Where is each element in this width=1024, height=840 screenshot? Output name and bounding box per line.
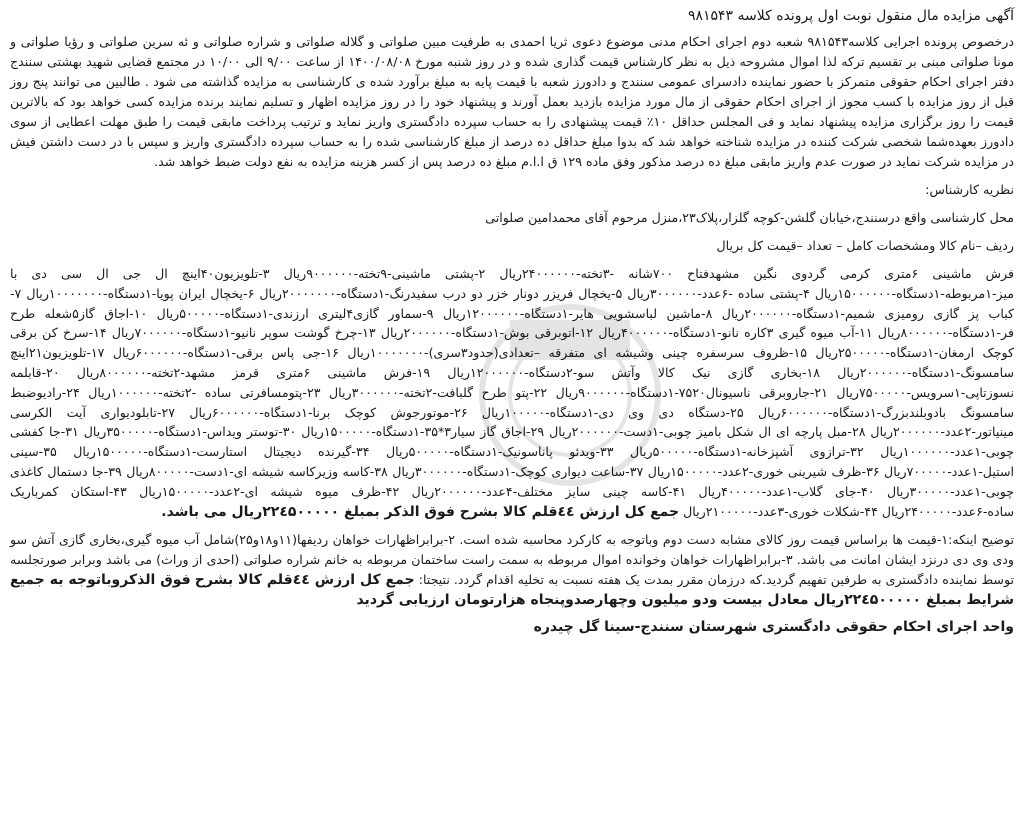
notes-total-2: فوق الذکروباتوجه به جمیع شرایط بمبلغ ۲۲٤۵۰۰۰۰۰ریال معادل بیست ودو میلیون وچهارصدوپنجاه هزارتومان ارزیابی گردید [10,572,1014,609]
notice-intro: درخصوص پرونده اجرایی کلاسه۹۸۱۵۴۳ شعبه دوم اجرای احکام مدنی موضوع دعوی ثریا احمدی به طرفیت مبین صلواتی و گلاله صلواتی و شراره صلواتی و ئه سرین صلواتی و رؤیا صلواتی و مونا صلواتی مبنی بر تقسیم ترکه لذا اموال مشروحه ذیل به نظر کارشناس قیمت گذاری شده و در روز شنبه مورخ ۱۴۰۰/۰۸/۰۸ از ساعت ۹/۰۰ الی ۱۰/۰۰ در مجتمع قضایی شهید بهشتی سنندج دفتر اجرای احکام حقوقی متمرکز با حضور نماینده دادسرای عمومی سنندج و دادورز شعبه با قیمت پایه به مبلغ برآورد شده ی کارشناسی به مزایده گذاشته می شود . طالبین می توانند پنج روز قبل از روز مزایده با کسب مجوز از اجرای احکام حقوقی از مال مورد مزایده بازدید بعمل آورند و پیشنهاد خود را در روز مزایده اظهار و تسلیم نمایند برنده مزایده کسی خواهد بود که بالاترین قیمت را روز برگزاری مزایده پیشنهاد نماید و فی المجلس حداقل ۱۰٪ قیمت پیشنهادی را به حساب سپرده دادگستری واریز نماید و ترتیب پرداخت مابقی قیمت را طبق مهلت اعطایی از سوی دادورز بعهده‌شما شخصی شرکت کننده در مزایده شناخته خواهد شد که بدوا مبلغ حداقل ده درصد از مبلغ کارشناسی شده را به حساب سپرده دادگستری واریز و سپس با در دست داشتن فیش در مزایده شرکت نماید در صورت عدم واریز مابقی مبلغ ده درصد مذکور وفق ماده ۱۲۹ ق ا.ا.م مبلغ ده درصد پس از کسر هزینه مزایده به نفع دولت ضبط خواهد شد. [10,34,1014,169]
items-total: جمع کل ارزش ٤٤قلم کالا بشرح فوق الذکر بمبلغ ۲۲٤۵۰۰۰۰۰ریال می باشد. [161,503,680,520]
expert-location: محل کارشناسی واقع درسنندج،خیابان گلشن-کوچه گلزار،پلاک۲۳،منزل مرحوم آقای محمدامین صلواتی [485,210,1014,225]
notes-text: توضیح اینکه:۱-قیمت ها براساس قیمت روز کالای مشابه دست دوم وباتوجه به کارکرد محاسبه شده است. ۲-برابراظهارات خواهان ردیفها(۱۱و۱۸و۲۵)شامل آب میوه گیری،بخاری گازی آتش سو ودی وی دی درنزد ایشان امانت می باشد. ۳-برابراظهارات خواهان وخوانده اموال مربوطه به سمت راست ساختمان مربوطه به خانم شراره صلواتی (احدی از وراث) می باشد وبرابر صورتجلسه توسط نماینده دادگستری به طرفین تفهیم گردید.که درزمان مقرر بمدت یک هفته نسبت به تخلیه اقدام گردد. نتیجتا: [10,532,1014,588]
notes [10,530,1014,610]
items-list [10,264,1014,522]
footer-signature: واحد اجرای احکام حقوقی دادگستری شهرستان سنندج-سینا گل چیدره [533,619,1014,636]
notes-total-1: جمع کل ارزش ٤٤قلم کالا بشرح [194,572,415,589]
notice-title: آگهی مزایده مال منقول نوبت اول پرونده کلاسه ۹۸۱۵۴۳ [687,8,1014,24]
expert-heading: نظریه کارشناس: [925,182,1014,197]
items-columns: ردیف –نام کالا ومشخصات کامل – تعداد –قیمت کل بریال [716,238,1014,253]
items-text: فرش ماشینی ۶متری کرمی گردوی نگین مشهدفتاح ۷۰۰شانه -۳تخته-۲۴۰۰۰۰۰۰ریال ۲-پشتی ماشینی-۹تخته-۹۰۰۰۰۰۰ریال ۳-تلویزیون۴۰اینچ ال جی ال سی دی با میز-۱مربوطه-۱دستگاه-۱۵۰۰۰۰۰۰ریال ۴-پشتی ساده -۶عدد-۳۰۰۰۰۰۰ریال ۵-یخچال فریزر دونار خزر دو درب سفیدرنگ-۱دستگاه-۲۰۰۰۰۰۰۰ریال ۶-یخچال ایران پویا-۱دستگاه-۱۰۰۰۰۰۰۰ریال ۷-کباب پز گازی رومیزی شمیم-۱دستگاه-۲۰۰۰۰۰۰ریال ۸-ماشین لباسشویی هایر-۱دستگاه-۱۲۰۰۰۰۰۰ریال ۹-سماور گازی۴لیتری ارزندی-۱دستگاه-۵۰۰۰۰۰ریال ۱۰-اجاق گاز۵شعله طرح فر-۱دستگاه-۸۰۰۰۰۰۰ریال ۱۱-آب میوه گیری ۳کاره نانو-۱دستگاه-۴۰۰۰۰۰۰ریال ۱۲-اتوبرقی بوش-۱دستگاه-۲۰۰۰۰۰۰ریال ۱۳-چرخ گوشت سوپر نانیو-۱دستگاه-۷۰۰۰۰۰۰ریال ۱۴-سرخ کن برقی کوچک ارمغان-۱دستگاه-۲۵۰۰۰۰۰ریال ۱۵-ظروف سرسفره چینی وشیشه ای متفرقه –تعدادی(حدود۳سری)-۱۰۰۰۰۰۰۰ریال ۱۶-جی پاس برقی-۱دستگاه-۶۰۰۰۰۰۰ریال ۱۷-تلویزیون۲۱اینچ سامسونگ-۱دستگاه-۲۰۰۰۰۰۰ریال ۱۸-بخاری گازی نیک کالا وآتش سو-۲دستگاه-۱۲۰۰۰۰۰۰ریال ۱۹-فرش ماشینی ۶متری قرمز مشهد-۲تخته-۸۰۰۰۰۰۰ریال ۲۰-قابلمه نسوزتاپی-۱سرویس-۷۵۰۰۰۰۰ریال ۲۱-جاروبرقی ناسیونال۷۵۲۰-۱دستگاه-۹۰۰۰۰۰۰ریال ۲۲-پتو طرح گلبافت-۲تخته-۳۰۰۰۰۰۰ریال ۲۳-پتومسافرتی ساده -۲تخته-۱۰۰۰۰۰۰ریال ۲۴-رادیوضبط سامسونگ بادوبلندبزرگ-۱دستگاه-۶۰۰۰۰۰۰ریال ۲۵-دستگاه دی وی دی-۱دستگاه-۱۰۰۰۰۰ریال ۲۶-موتورجوش کوچک برنا-۱دستگاه-۶۰۰۰۰۰۰ریال ۲۷-تابلودیواری آیت الکرسی مینیاتور-۲عدد-۲۰۰۰۰۰۰ریال ۲۸-مبل پارچه ای ال شکل بامیز چوبی-۱دست-۲۰۰۰۰۰۰ریال ۲۹-اجاق گاز سیار۳*۳۵-۱دستگاه-۱۵۰۰۰۰۰ریال ۳۰-توستر ویداس-۱دستگاه-۳۵۰۰۰۰۰ریال ۳۱-جا کفشی چوبی-۱عدد-۱۰۰۰۰۰۰ریال ۳۲-ترازوی آشپزخانه-۱دستگاه-۵۰۰۰۰۰ریال ۳۳-ویدئو پاناسونیک-۱دستگاه-۵۰۰۰۰۰ریال ۳۴-گیرنده دیجیتال استارست-۱دستگاه-۱۵۰۰۰۰۰ریال ۳۵-سینی استیل-۱عدد-۷۰۰۰۰۰ریال ۳۶-ظرف شیرینی خوری-۲عدد-۱۵۰۰۰۰۰ریال ۳۷-ساعت دیواری کوچک-۱دستگاه-۳۰۰۰۰۰۰ریال ۳۸-کاسه وزیرکاسه شیشه ای-۱دست-۸۰۰۰۰۰ریال ۳۹-جا دستمال کاغذی چوبی-۱عدد-۳۰۰۰۰۰ریال ۴۰-جای گلاب-۱عدد-۴۰۰۰۰۰ریال ۴۱-کاسه چینی سایز مختلف-۴عدد-۲۰۰۰۰۰۰ریال ۴۲-ظرف میوه شیشه ای-۲عدد-۱۵۰۰۰۰۰ریال ۴۳-استکان کمرباریک ساده-۶عدد-۲۴۰۰۰۰۰ریال ۴۴-شکلات خوری-۳عدد-۲۱۰۰۰۰۰ریال [10,266,1015,519]
